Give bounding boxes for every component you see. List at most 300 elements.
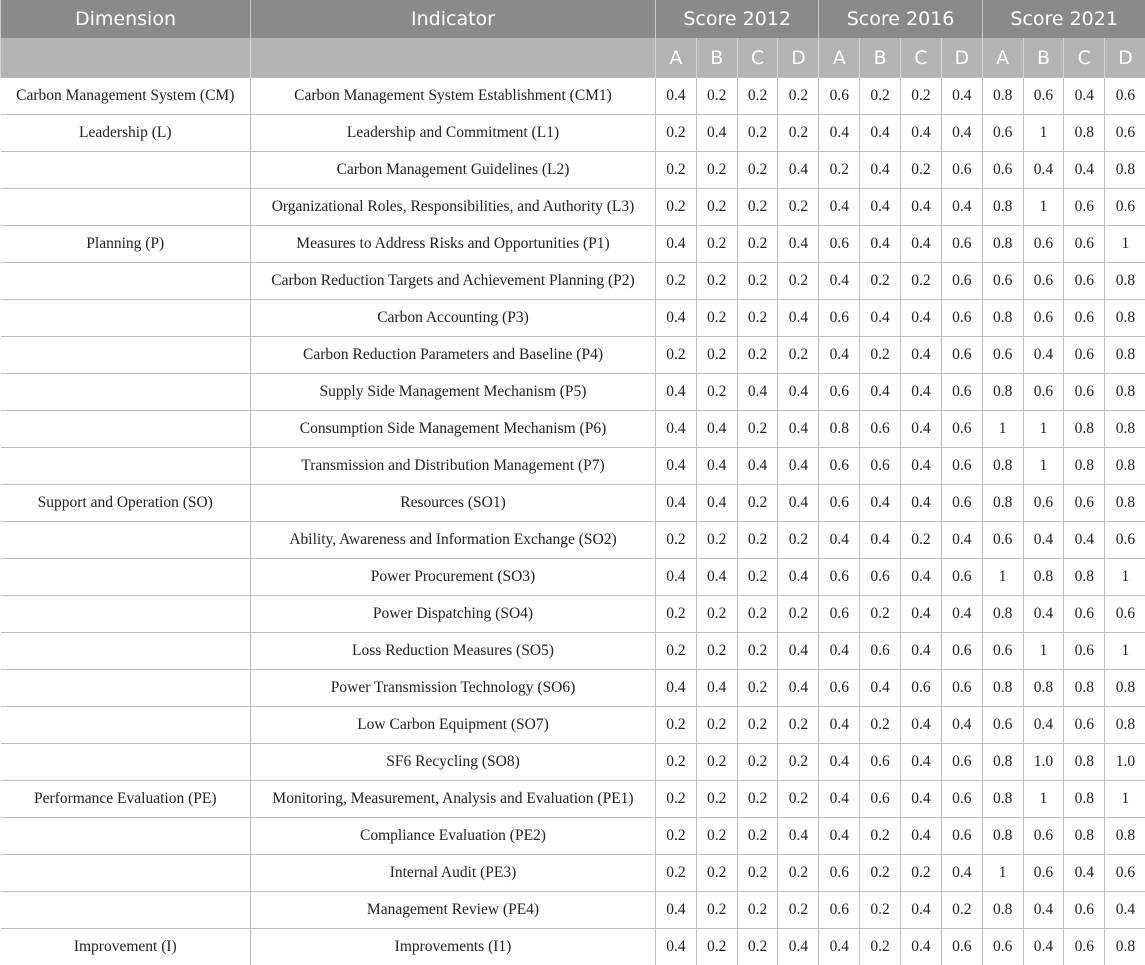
score-cell: 0.8 [1105, 411, 1145, 448]
score-cell: 0.6 [1023, 855, 1064, 892]
score-cell: 0.4 [778, 670, 819, 707]
header-sub-c: C [1064, 38, 1105, 78]
dimension-cell [1, 670, 251, 707]
header-sub-a: A [982, 38, 1023, 78]
score-cell: 0.4 [696, 411, 737, 448]
score-cell: 0.4 [737, 448, 778, 485]
score-cell: 0.4 [901, 189, 942, 226]
score-cell: 0.2 [656, 115, 697, 152]
indicator-cell: Supply Side Management Mechanism (P5) [251, 374, 656, 411]
score-cell: 0.4 [1023, 337, 1064, 374]
indicator-cell: Measures to Address Risks and Opportunities (P1) [251, 226, 656, 263]
score-cell: 0.6 [982, 929, 1023, 965]
dimension-cell [1, 596, 251, 633]
score-cell: 0.6 [1023, 78, 1064, 115]
score-cell: 0.2 [737, 929, 778, 965]
indicator-cell: Power Dispatching (SO4) [251, 596, 656, 633]
score-cell: 0.4 [696, 115, 737, 152]
table-row [1, 374, 1145, 411]
score-cell: 0.4 [778, 448, 819, 485]
score-cell: 0.2 [656, 189, 697, 226]
score-cell: 0.8 [1064, 559, 1105, 596]
score-cell: 0.6 [819, 374, 860, 411]
score-cell: 0.2 [778, 855, 819, 892]
score-cell: 1.0 [1105, 744, 1145, 781]
score-cell: 0.8 [1105, 707, 1145, 744]
header-score-2012: Score 2012 [656, 0, 819, 38]
score-cell: 0.2 [656, 337, 697, 374]
score-cell: 1 [1105, 226, 1145, 263]
indicator-cell: Improvements (I1) [251, 929, 656, 965]
score-cell: 1 [982, 559, 1023, 596]
indicator-cell: Compliance Evaluation (PE2) [251, 818, 656, 855]
score-cell: 0.6 [1064, 633, 1105, 670]
table-row [1, 226, 1145, 263]
score-cell: 0.4 [1064, 152, 1105, 189]
header-indicator: Indicator [251, 0, 656, 38]
score-cell: 0.6 [819, 448, 860, 485]
score-cell: 0.4 [901, 300, 942, 337]
dimension-cell [1, 263, 251, 300]
score-cell: 0.2 [737, 892, 778, 929]
score-cell: 0.2 [901, 855, 942, 892]
score-cell: 0.6 [1064, 929, 1105, 965]
score-cell: 1 [1023, 448, 1064, 485]
score-cell: 0.4 [901, 559, 942, 596]
score-cell: 0.4 [656, 78, 697, 115]
score-cell: 0.4 [778, 485, 819, 522]
score-cell: 0.4 [656, 929, 697, 965]
score-cell: 0.4 [901, 115, 942, 152]
table-row [1, 411, 1145, 448]
indicator-cell: Power Transmission Technology (SO6) [251, 670, 656, 707]
score-cell: 0.8 [982, 374, 1023, 411]
indicator-cell: Leadership and Commitment (L1) [251, 115, 656, 152]
score-cell: 0.8 [982, 78, 1023, 115]
score-cell: 0.4 [1023, 152, 1064, 189]
score-cell: 0.8 [1023, 670, 1064, 707]
score-cell: 1.0 [1023, 744, 1064, 781]
score-cell: 0.4 [1105, 892, 1145, 929]
score-cell: 0.2 [656, 152, 697, 189]
score-cell: 0.4 [656, 411, 697, 448]
score-cell: 0.4 [656, 226, 697, 263]
indicator-cell: Ability, Awareness and Information Exchange (SO2) [251, 522, 656, 559]
indicator-cell: Internal Audit (PE3) [251, 855, 656, 892]
score-cell: 0.6 [941, 485, 982, 522]
score-cell: 0.4 [901, 633, 942, 670]
score-cell: 0.2 [901, 263, 942, 300]
score-cell: 0.6 [1105, 115, 1145, 152]
score-cell: 0.6 [941, 929, 982, 965]
score-cell: 0.4 [819, 781, 860, 818]
score-cell: 0.2 [737, 300, 778, 337]
table-row [1, 929, 1145, 965]
score-cell: 0.6 [1064, 189, 1105, 226]
score-cell: 0.2 [737, 263, 778, 300]
score-cell: 0.4 [1023, 892, 1064, 929]
score-cell: 0.4 [941, 189, 982, 226]
score-cell: 0.6 [982, 152, 1023, 189]
table-row [1, 522, 1145, 559]
dimension-cell [1, 411, 251, 448]
score-cell: 0.8 [982, 596, 1023, 633]
indicator-cell: Resources (SO1) [251, 485, 656, 522]
score-cell: 0.6 [1064, 226, 1105, 263]
score-cell: 0.4 [819, 189, 860, 226]
score-cell: 0.4 [901, 485, 942, 522]
score-cell: 0.2 [696, 744, 737, 781]
score-cell: 0.6 [860, 633, 901, 670]
score-cell: 0.2 [656, 744, 697, 781]
score-cell: 0.4 [778, 929, 819, 965]
dimension-cell [1, 818, 251, 855]
score-cell: 0.2 [778, 189, 819, 226]
score-cell: 0.8 [1105, 374, 1145, 411]
score-cell: 0.4 [1023, 522, 1064, 559]
score-cell: 0.8 [982, 189, 1023, 226]
score-cell: 0.2 [696, 226, 737, 263]
dimension-cell [1, 152, 251, 189]
table-body [1, 78, 1145, 965]
dimension-cell: Performance Evaluation (PE) [1, 781, 251, 818]
score-cell: 0.2 [778, 78, 819, 115]
header-sub-b: B [860, 38, 901, 78]
indicator-cell: Transmission and Distribution Management (P7) [251, 448, 656, 485]
header-sub-a: A [656, 38, 697, 78]
table-row [1, 670, 1145, 707]
score-cell: 0.6 [819, 596, 860, 633]
score-cell: 0.4 [901, 781, 942, 818]
score-cell: 0.6 [1023, 374, 1064, 411]
score-cell: 0.8 [1064, 448, 1105, 485]
score-cell: 0.4 [901, 929, 942, 965]
score-cell: 0.4 [737, 374, 778, 411]
table-row [1, 892, 1145, 929]
dimension-cell: Carbon Management System (CM) [1, 78, 251, 115]
dimension-cell [1, 448, 251, 485]
score-cell: 0.6 [1105, 855, 1145, 892]
dimension-cell [1, 744, 251, 781]
score-cell: 0.4 [860, 485, 901, 522]
score-cell: 0.4 [860, 226, 901, 263]
score-cell: 0.4 [819, 263, 860, 300]
table-row [1, 78, 1145, 115]
score-cell: 0.8 [1064, 744, 1105, 781]
score-cell: 0.6 [941, 300, 982, 337]
score-cell: 0.8 [982, 226, 1023, 263]
score-cell: 0.2 [696, 596, 737, 633]
score-cell: 0.8 [982, 781, 1023, 818]
score-cell: 0.6 [1023, 485, 1064, 522]
dimension-cell: Leadership (L) [1, 115, 251, 152]
score-cell: 0.2 [778, 892, 819, 929]
score-cell: 0.2 [860, 818, 901, 855]
score-cell: 0.6 [819, 226, 860, 263]
score-cell: 0.4 [941, 115, 982, 152]
score-cell: 0.6 [1023, 300, 1064, 337]
score-cell: 0.6 [819, 300, 860, 337]
score-cell: 0.2 [737, 818, 778, 855]
score-cell: 0.4 [778, 300, 819, 337]
score-cell: 0.2 [737, 633, 778, 670]
score-cell: 0.6 [941, 744, 982, 781]
score-cell: 0.4 [901, 818, 942, 855]
score-cell: 0.2 [737, 596, 778, 633]
table-row [1, 559, 1145, 596]
score-cell: 0.2 [860, 263, 901, 300]
score-cell: 0.2 [696, 855, 737, 892]
score-cell: 0.4 [656, 485, 697, 522]
score-cell: 0.8 [1105, 263, 1145, 300]
indicator-cell: Carbon Accounting (P3) [251, 300, 656, 337]
score-cell: 0.4 [656, 670, 697, 707]
score-cell: 0.8 [1105, 929, 1145, 965]
score-cell: 0.6 [1105, 78, 1145, 115]
score-cell: 0.2 [778, 596, 819, 633]
score-cell: 0.4 [901, 448, 942, 485]
score-cell: 0.6 [860, 559, 901, 596]
score-cell: 0.2 [737, 189, 778, 226]
score-cell: 0.4 [860, 300, 901, 337]
score-cell: 0.2 [860, 929, 901, 965]
score-cell: 0.2 [696, 633, 737, 670]
score-cell: 0.4 [901, 707, 942, 744]
score-cell: 0.8 [1064, 818, 1105, 855]
score-cell: 0.2 [901, 78, 942, 115]
score-cell: 0.2 [778, 522, 819, 559]
score-cell: 0.4 [860, 522, 901, 559]
score-cell: 1 [1023, 115, 1064, 152]
score-cell: 0.2 [778, 115, 819, 152]
header-sub-b: B [1023, 38, 1064, 78]
score-cell: 0.6 [941, 781, 982, 818]
score-cell: 0.2 [656, 633, 697, 670]
score-cell: 0.4 [778, 818, 819, 855]
score-cell: 0.2 [860, 337, 901, 374]
score-cell: 0.6 [941, 818, 982, 855]
score-cell: 0.6 [941, 226, 982, 263]
score-cell: 0.2 [737, 855, 778, 892]
score-cell: 0.2 [696, 152, 737, 189]
indicator-cell: Carbon Reduction Parameters and Baseline (P4) [251, 337, 656, 374]
score-cell: 0.4 [941, 522, 982, 559]
score-cell: 0.4 [941, 707, 982, 744]
score-cell: 0.8 [982, 485, 1023, 522]
header-sub-b: B [696, 38, 737, 78]
score-cell: 0.2 [737, 559, 778, 596]
score-cell: 0.2 [778, 781, 819, 818]
score-cell: 0.6 [941, 448, 982, 485]
score-cell: 0.4 [819, 818, 860, 855]
dimension-cell: Support and Operation (SO) [1, 485, 251, 522]
dimension-cell [1, 300, 251, 337]
score-cell: 0.8 [982, 818, 1023, 855]
dimension-cell [1, 559, 251, 596]
score-cell: 0.4 [860, 152, 901, 189]
header-sub-a: A [819, 38, 860, 78]
table-row [1, 818, 1145, 855]
score-cell: 0.8 [982, 300, 1023, 337]
score-cell: 0.4 [901, 374, 942, 411]
score-cell: 0.4 [819, 744, 860, 781]
score-cell: 0.2 [696, 263, 737, 300]
dimension-cell [1, 707, 251, 744]
score-cell: 0.4 [696, 670, 737, 707]
score-cell: 0.8 [1105, 485, 1145, 522]
score-cell: 0.8 [1023, 559, 1064, 596]
score-cell: 0.4 [941, 596, 982, 633]
score-cell: 0.6 [1064, 892, 1105, 929]
score-cell: 0.6 [1023, 263, 1064, 300]
score-cell: 0.4 [778, 152, 819, 189]
score-cell: 0.6 [1064, 263, 1105, 300]
header-indicator-blank [251, 38, 656, 78]
score-cell: 0.2 [860, 78, 901, 115]
header-dimension: Dimension [1, 0, 251, 38]
dimension-cell [1, 633, 251, 670]
score-cell: 0.4 [901, 892, 942, 929]
score-cell: 0.6 [941, 152, 982, 189]
score-cell: 0.4 [941, 78, 982, 115]
header-row-top [1, 0, 1145, 38]
score-cell: 0.6 [819, 670, 860, 707]
table-row [1, 596, 1145, 633]
score-cell: 0.6 [941, 559, 982, 596]
dimension-cell [1, 337, 251, 374]
score-cell: 1 [1023, 189, 1064, 226]
score-cell: 0.8 [819, 411, 860, 448]
dimension-cell [1, 892, 251, 929]
table-row [1, 633, 1145, 670]
score-cell: 1 [1023, 411, 1064, 448]
score-cell: 1 [982, 855, 1023, 892]
score-cell: 0.6 [819, 855, 860, 892]
score-cell: 0.6 [1064, 707, 1105, 744]
score-cell: 0.6 [941, 633, 982, 670]
score-cell: 0.2 [941, 892, 982, 929]
score-cell: 0.6 [941, 670, 982, 707]
table-row [1, 855, 1145, 892]
indicator-cell: SF6 Recycling (SO8) [251, 744, 656, 781]
score-cell: 0.4 [1023, 707, 1064, 744]
score-cell: 0.4 [860, 189, 901, 226]
score-cell: 0.6 [860, 781, 901, 818]
score-cell: 0.2 [656, 781, 697, 818]
score-cell: 0.2 [696, 707, 737, 744]
score-cell: 0.2 [737, 744, 778, 781]
score-cell: 0.2 [696, 818, 737, 855]
indicator-cell: Power Procurement (SO3) [251, 559, 656, 596]
score-cell: 0.6 [860, 448, 901, 485]
dimension-cell [1, 189, 251, 226]
dimension-cell [1, 855, 251, 892]
table-row [1, 337, 1145, 374]
score-cell: 0.6 [819, 892, 860, 929]
score-cell: 0.6 [982, 707, 1023, 744]
indicator-cell: Consumption Side Management Mechanism (P6) [251, 411, 656, 448]
table-row [1, 744, 1145, 781]
score-cell: 0.2 [737, 485, 778, 522]
score-cell: 0.2 [737, 115, 778, 152]
score-cell: 0.2 [860, 855, 901, 892]
score-cell: 0.4 [819, 633, 860, 670]
header-sub-c: C [901, 38, 942, 78]
table-row [1, 189, 1145, 226]
score-cell: 0.6 [941, 374, 982, 411]
score-cell: 0.4 [941, 855, 982, 892]
score-cell: 0.4 [819, 929, 860, 965]
score-cell: 0.6 [901, 670, 942, 707]
table-row [1, 300, 1145, 337]
score-cell: 0.8 [1105, 337, 1145, 374]
header-sub-c: C [737, 38, 778, 78]
score-cell: 0.4 [656, 300, 697, 337]
table-row [1, 485, 1145, 522]
score-cell: 0.2 [696, 189, 737, 226]
score-cell: 0.2 [656, 818, 697, 855]
score-cell: 0.4 [1064, 78, 1105, 115]
score-cell: 0.6 [1105, 522, 1145, 559]
header-row-sub [1, 38, 1145, 78]
header-sub-d: D [778, 38, 819, 78]
score-cell: 0.2 [696, 892, 737, 929]
score-cell: 1 [1023, 633, 1064, 670]
score-cell: 1 [1105, 781, 1145, 818]
score-cell: 1 [1105, 559, 1145, 596]
score-cell: 1 [1023, 781, 1064, 818]
score-cell: 0.2 [778, 707, 819, 744]
score-cell: 0.4 [1064, 522, 1105, 559]
score-cell: 0.2 [901, 522, 942, 559]
indicator-cell: Carbon Reduction Targets and Achievement Planning (P2) [251, 263, 656, 300]
score-cell: 0.4 [901, 744, 942, 781]
score-cell: 0.2 [737, 522, 778, 559]
score-cell: 0.8 [1105, 818, 1145, 855]
score-cell: 0.6 [982, 115, 1023, 152]
score-cell: 0.2 [656, 707, 697, 744]
score-cell: 0.4 [696, 485, 737, 522]
score-cell: 0.2 [696, 337, 737, 374]
score-cell: 0.8 [1105, 152, 1145, 189]
score-cell: 0.2 [737, 152, 778, 189]
score-cell: 0.6 [982, 337, 1023, 374]
score-cell: 0.4 [778, 559, 819, 596]
score-cell: 0.2 [696, 300, 737, 337]
indicator-cell: Low Carbon Equipment (SO7) [251, 707, 656, 744]
score-cell: 0.6 [941, 411, 982, 448]
table-row [1, 781, 1145, 818]
score-cell: 0.8 [982, 892, 1023, 929]
score-cell: 0.4 [819, 522, 860, 559]
score-cell: 0.6 [860, 411, 901, 448]
header-sub-d: D [1105, 38, 1145, 78]
score-cell: 0.2 [737, 78, 778, 115]
score-cell: 0.6 [1105, 596, 1145, 633]
score-cell: 0.4 [1023, 596, 1064, 633]
score-cell: 0.4 [901, 337, 942, 374]
score-cell: 0.2 [696, 522, 737, 559]
indicator-cell: Carbon Management Guidelines (L2) [251, 152, 656, 189]
indicator-cell: Organizational Roles, Responsibilities, and Authority (L3) [251, 189, 656, 226]
score-cell: 0.2 [656, 263, 697, 300]
score-cell: 0.2 [778, 263, 819, 300]
score-cell: 0.2 [696, 78, 737, 115]
score-cell: 0.8 [1105, 300, 1145, 337]
indicator-cell: Loss Reduction Measures (SO5) [251, 633, 656, 670]
dimension-cell [1, 522, 251, 559]
header-sub-d: D [941, 38, 982, 78]
